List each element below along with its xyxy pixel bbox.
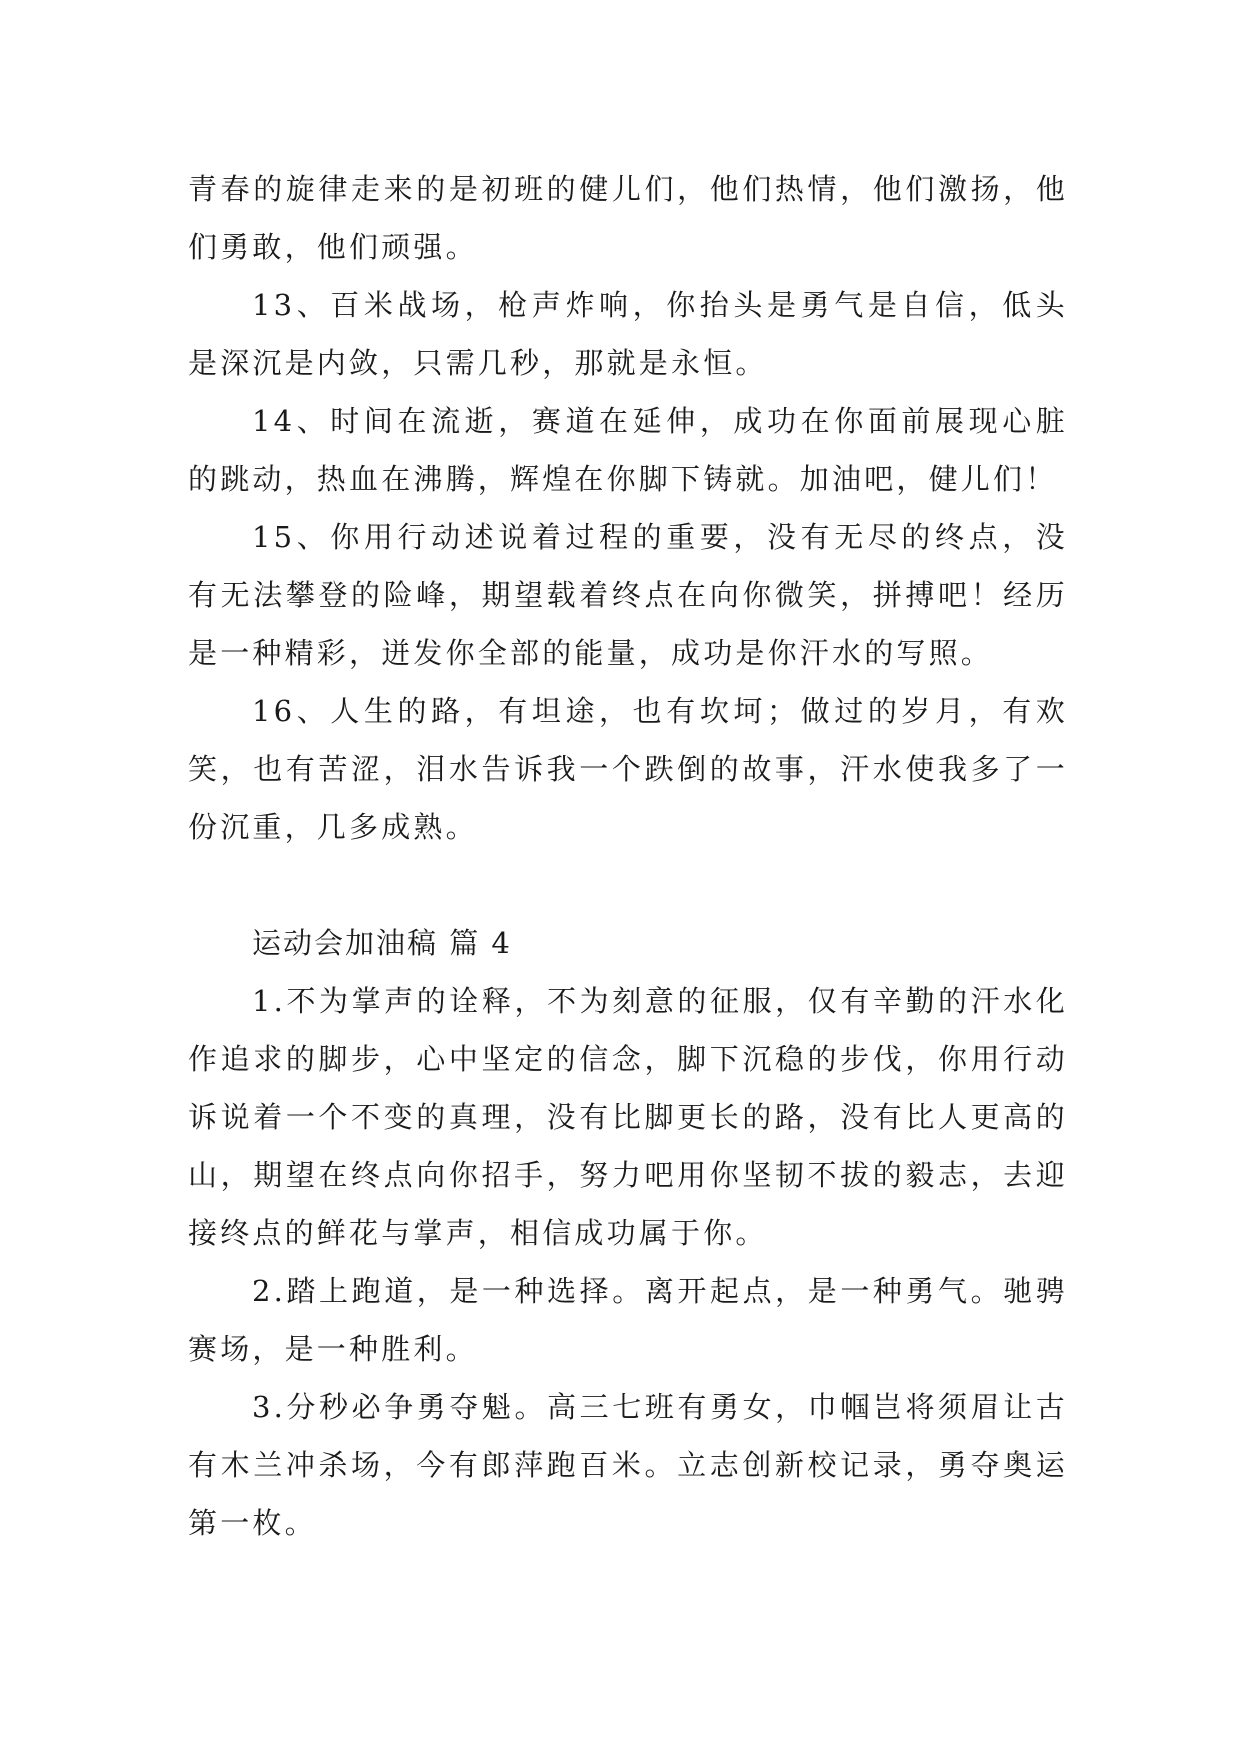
paragraph-section4-2: 2.踏上跑道，是一种选择。离开起点，是一种勇气。驰骋赛场，是一种胜利。 xyxy=(188,1274,1068,1366)
paragraph-section4-3: 3.分秒必争勇夺魁。高三七班有勇女，巾帼岂将须眉让古有木兰冲杀场，今有郎萍跑百米。立志创新校记录，勇夺奥运第一枚。 xyxy=(188,1390,1068,1540)
paragraph-cheer-16: 16、人生的路，有坦途，也有坎坷；做过的岁月，有欢笑，也有苦涩，泪水告诉我一个跌倒的故事，汗水使我多了一份沉重，几多成熟。 xyxy=(188,694,1068,844)
section-title: 运动会加油稿 篇 4 xyxy=(252,926,512,960)
paragraph-cheer-15: 15、你用行动述说着过程的重要，没有无尽的终点，没有无法攀登的险峰，期望载着终点在向你微笑，拼搏吧！经历是一种精彩，迸发你全部的能量，成功是你汗水的写照。 xyxy=(188,520,1068,670)
document-body xyxy=(188,160,1068,1552)
paragraph-section4-1: 1.不为掌声的诠释，不为刻意的征服，仅有辛勤的汗水化作追求的脚步，心中坚定的信念，脚下沉稳的步伐，你用行动诉说着一个不变的真理，没有比脚更长的路，没有比人更高的山，期望在终点向你招手，努力吧用你坚韧不拔的毅志，去迎接终点的鲜花与掌声，相信成功属于你。 xyxy=(188,984,1068,1250)
paragraph-cheer-14: 14、时间在流逝，赛道在延伸，成功在你面前展现心脏的跳动，热血在沸腾，辉煌在你脚下铸就。加油吧，健儿们！ xyxy=(188,404,1068,496)
paragraph-cheer-13: 13、百米战场，枪声炸响，你抬头是勇气是自信，低头是深沉是内敛，只需几秒，那就是永恒。 xyxy=(188,288,1068,380)
paragraph-cheer-intro: 青春的旋律走来的是初班的健儿们，他们热情，他们激扬，他们勇敢，他们顽强。 xyxy=(188,172,1068,264)
